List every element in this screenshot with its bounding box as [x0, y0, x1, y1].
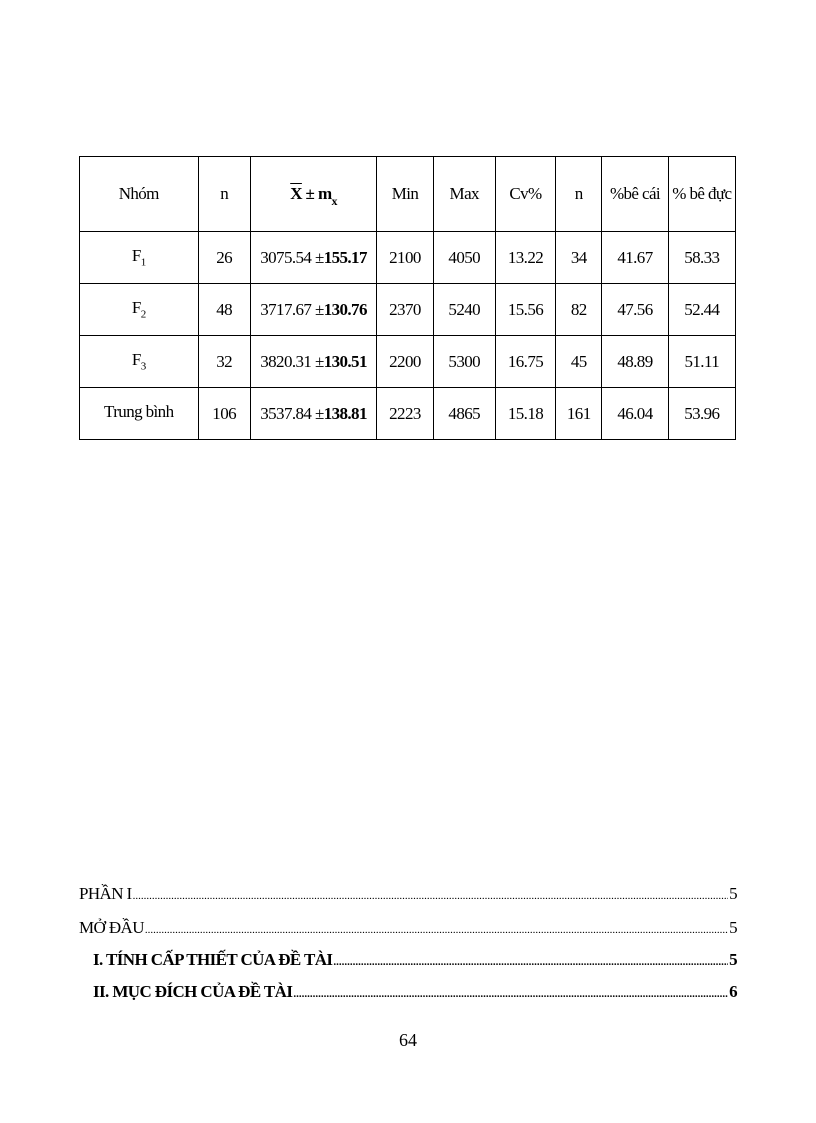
- cell-mean: 3075.54 ±155.17: [250, 232, 377, 284]
- cell-n2: 34: [556, 232, 602, 284]
- cell-min: 2223: [377, 388, 433, 440]
- cell-n2: 82: [556, 284, 602, 336]
- toc-entry[interactable]: [79, 950, 737, 970]
- cell-min: 2100: [377, 232, 433, 284]
- cell-male-pct: 52.44: [668, 284, 735, 336]
- toc-label: PHẦN I: [79, 884, 132, 903]
- cell-male-pct: 53.96: [668, 388, 735, 440]
- toc-entry[interactable]: [79, 884, 737, 904]
- cell-female-pct: 48.89: [602, 336, 668, 388]
- table-row-average: [80, 388, 736, 440]
- cell-min: 2370: [377, 284, 433, 336]
- header-max: Max: [433, 157, 495, 232]
- cell-n: 106: [198, 388, 250, 440]
- toc-page: 5: [729, 950, 737, 969]
- cell-mean: 3717.67 ±130.76: [250, 284, 377, 336]
- cell-group: $F_2$: [80, 284, 199, 336]
- page-number: 64: [399, 1030, 417, 1050]
- cell-min: 2200: [377, 336, 433, 388]
- toc-entry[interactable]: [79, 982, 737, 1002]
- cell-max: 5240: [433, 284, 495, 336]
- cell-max: 4050: [433, 232, 495, 284]
- toc-page: 5: [729, 918, 737, 937]
- table-row: [80, 232, 736, 284]
- mean-formula: $\overline{X} \pm m_x$: [290, 184, 337, 208]
- toc-entry[interactable]: [79, 918, 737, 938]
- cell-male-pct: 58.33: [668, 232, 735, 284]
- toc-leader: [145, 918, 728, 938]
- cell-group: $F_1$: [80, 232, 199, 284]
- statistics-table: [79, 156, 736, 440]
- header-min: Min: [377, 157, 433, 232]
- cell-n2: 161: [556, 388, 602, 440]
- toc-page: 5: [729, 884, 737, 903]
- cell-max: 5300: [433, 336, 495, 388]
- toc-leader: [293, 982, 728, 1002]
- toc-page: 6: [729, 982, 737, 1001]
- cell-mean: 3537.84 ±138.81: [250, 388, 377, 440]
- cell-female-pct: 46.04: [602, 388, 668, 440]
- toc-label: II. MỤC ĐÍCH CỦA ĐỀ TÀI: [93, 982, 293, 1001]
- cell-male-pct: 51.11: [668, 336, 735, 388]
- table-header-row: [80, 157, 736, 232]
- toc-label: MỞ ĐẦU: [79, 918, 144, 937]
- cell-n: 48: [198, 284, 250, 336]
- cell-cv: 15.18: [495, 388, 555, 440]
- header-n: n: [198, 157, 250, 232]
- header-female-pct: %bê cái: [602, 157, 668, 232]
- cell-cv: 15.56: [495, 284, 555, 336]
- cell-n: 32: [198, 336, 250, 388]
- header-male-pct: % bê đực: [668, 157, 735, 232]
- cell-n2: 45: [556, 336, 602, 388]
- cell-mean: 3820.31 ±130.51: [250, 336, 377, 388]
- header-mean: [250, 157, 377, 232]
- cell-group: $F_3$: [80, 336, 199, 388]
- cell-group: Trung bình: [80, 388, 199, 440]
- cell-cv: 16.75: [495, 336, 555, 388]
- cell-n: 26: [198, 232, 250, 284]
- header-cv: Cv%: [495, 157, 555, 232]
- table-row: [80, 284, 736, 336]
- cell-max: 4865: [433, 388, 495, 440]
- cell-cv: 13.22: [495, 232, 555, 284]
- cell-female-pct: 41.67: [602, 232, 668, 284]
- toc-label: I. TÍNH CẤP THIẾT CỦA ĐỀ TÀI: [93, 950, 333, 969]
- header-group: Nhóm: [80, 157, 199, 232]
- toc-leader: [133, 884, 728, 904]
- table-row: [80, 336, 736, 388]
- toc-leader: [333, 950, 728, 970]
- header-n2: n: [556, 157, 602, 232]
- cell-female-pct: 47.56: [602, 284, 668, 336]
